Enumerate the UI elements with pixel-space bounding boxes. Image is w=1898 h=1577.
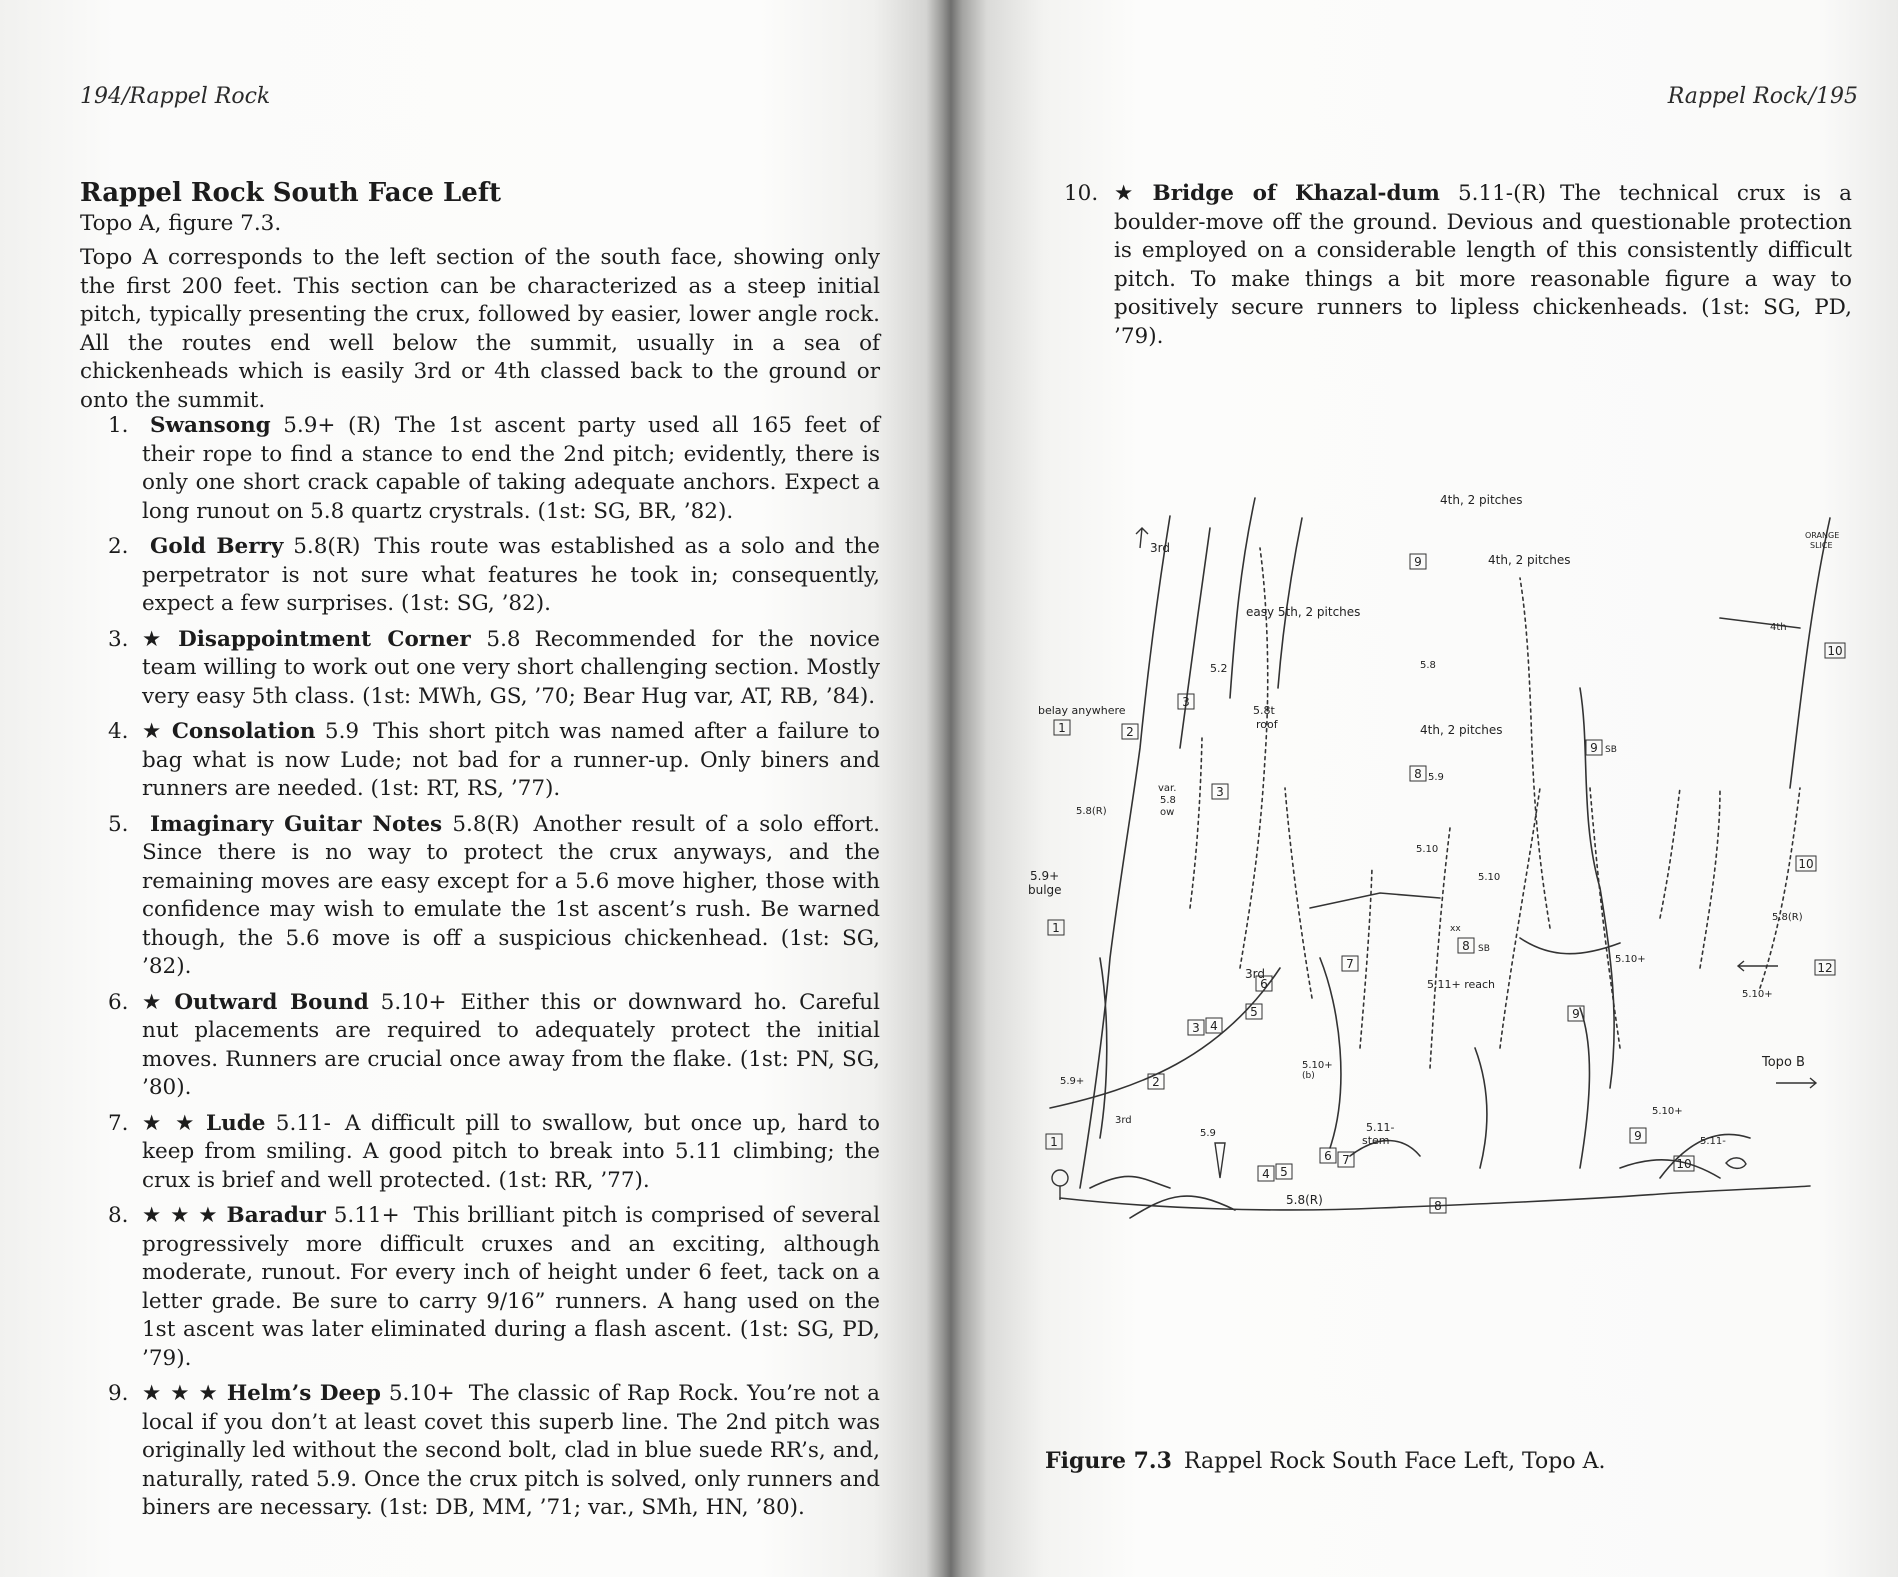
pitch-box — [1342, 956, 1358, 971]
route-number: 10. — [1064, 181, 1099, 206]
pitch-box — [1206, 1018, 1222, 1033]
label-4th-2-pitches: 4th, 2 pitches — [1420, 723, 1503, 737]
route-grade: 5.10+ — [380, 989, 447, 1015]
section-subtitle: Topo A, figure 7.3. — [80, 211, 282, 236]
svg-text:8: 8 — [1462, 939, 1470, 953]
route-grade: 5.9+ (R) — [283, 413, 381, 438]
route-grade: 5.8 — [486, 626, 521, 652]
route-description: This brilliant pitch is comprised of several progressively more difficult cruxes and an exciting, although moderate, runout. For every inch of height under 6 feet, tack on a letter grade. Be sure to carry 9/16” runners. A hang used on the 1st ascent was later eliminated during a flash ascent. (1st: SG, PD, ’79). — [142, 1203, 880, 1371]
label-grade: 5.10+ — [1742, 989, 1773, 1000]
label-grade: 5.8(R) — [1286, 1193, 1323, 1207]
route-name: Helm’s Deep — [226, 1381, 381, 1406]
svg-text:10: 10 — [1676, 1157, 1692, 1171]
route-name: Outward Bound — [174, 989, 369, 1015]
route-list-continued — [1064, 180, 1852, 351]
route-description: The technical crux is a boulder-move off the ground. Devious and questionable protection is employed on a considerable length of this consistently difficult pitch. To make things a bit more reasonable figure a way to positively secure runners to lipless chickenheads. (1st: SG, PD, ’79). — [1114, 181, 1852, 349]
pitch-box — [1630, 1128, 1646, 1143]
svg-text:12: 12 — [1817, 961, 1833, 975]
label-ow: ow — [1160, 807, 1175, 818]
svg-text:3: 3 — [1182, 695, 1190, 709]
route-stars: ★ — [142, 626, 171, 652]
route-stars: ★ ★ ★ — [142, 1381, 219, 1406]
label-grade: 5.8(R) — [1076, 806, 1107, 817]
svg-text:9: 9 — [1572, 1007, 1580, 1021]
pitch-box — [1046, 1134, 1062, 1149]
label-4th-2-pitches: 4th, 2 pitches — [1488, 553, 1571, 567]
label-belay-anywhere: belay anywhere — [1038, 704, 1126, 717]
route-name: Imaginary Guitar Notes — [150, 811, 443, 837]
label-grade: 5.8 — [1420, 660, 1436, 671]
label-grade: 5.9 — [1200, 1128, 1216, 1139]
svg-text:5: 5 — [1280, 1165, 1288, 1179]
pitch-box — [1258, 1166, 1274, 1181]
route-stars: ★ ★ — [142, 1110, 198, 1136]
route-name: Bridge of Khazal-dum — [1152, 181, 1440, 206]
svg-text:8: 8 — [1414, 767, 1422, 781]
svg-text:8: 8 — [1434, 1199, 1442, 1213]
svg-text:4: 4 — [1262, 1167, 1270, 1181]
label-grade: 5.11- — [1366, 1121, 1395, 1134]
left-running-head: 194/Rappel Rock — [80, 84, 271, 109]
route-entry — [80, 718, 880, 804]
route-entry — [80, 1202, 880, 1373]
route-stars: ★ — [1114, 181, 1145, 206]
pitch-box — [1054, 720, 1070, 735]
route-name: Lude — [205, 1110, 266, 1136]
route-entry — [1064, 180, 1852, 351]
route-entry — [80, 1380, 880, 1523]
svg-text:1: 1 — [1052, 921, 1060, 935]
route-number: 4. — [108, 719, 129, 744]
route-grade: 5.11- — [275, 1110, 331, 1136]
route-description: This short pitch was named after a failure to bag what is now Lude; not bad for a runner-up. Only biners and runners are needed. (1st: RT, RS, ’77). — [142, 719, 880, 801]
label-easy-5th: easy 5th, 2 pitches — [1246, 605, 1361, 619]
svg-text:7: 7 — [1346, 957, 1354, 971]
svg-text:1: 1 — [1058, 721, 1066, 735]
svg-text:7: 7 — [1342, 1153, 1350, 1167]
label-4th: 4th — [1770, 622, 1787, 633]
rock-outline — [1050, 498, 1833, 1218]
route-description: The classic of Rap Rock. You’re not a local if you don’t at least covet this superb line. The 2nd pitch was originally led without the second bolt, clad in blue suede RR’s, and, naturally, rated 5.9. Once the crux pitch is solved, only runners and biners are necessary. (1st: DB, MM, ’71; var., SMh, HN, ’80). — [142, 1381, 881, 1520]
route-number: 6. — [108, 989, 129, 1015]
svg-text:2: 2 — [1152, 1075, 1160, 1089]
route-number: 5. — [108, 811, 129, 837]
svg-text:1: 1 — [1050, 1135, 1058, 1149]
label-grade: 5.9+ — [1060, 1076, 1085, 1087]
route-name: Baradur — [226, 1203, 326, 1228]
svg-text:9: 9 — [1590, 741, 1598, 755]
svg-text:6: 6 — [1260, 977, 1268, 991]
route-grade: 5.10+ — [388, 1381, 455, 1406]
svg-text:6: 6 — [1324, 1149, 1332, 1163]
pitch-box — [1674, 1156, 1694, 1171]
pitch-box — [1122, 724, 1138, 739]
pitch-box — [1586, 740, 1602, 755]
label-sb: SB — [1605, 745, 1617, 755]
route-grade: 5.11+ — [333, 1203, 400, 1228]
label-sb: SB — [1478, 944, 1490, 954]
figure-number: Figure 7.3 — [1045, 1448, 1172, 1474]
route-entry — [80, 626, 880, 712]
route-description: Either this or downward ho. Careful nut placements are required to adequately protect the initial moves. Runners are crucial once away from the flake. (1st: PN, SG, ’80). — [142, 989, 881, 1100]
label-grade: 5.9+ — [1030, 869, 1060, 883]
figure-caption — [1045, 1448, 1605, 1474]
svg-text:10: 10 — [1798, 857, 1814, 871]
section-intro: Topo A corresponds to the left section of the south face, showing only the first 200 feet. This section can be characterized as a steep initial pitch, typically presenting the crux, followed by easier, lower angle rock. All the routes end well below the summit, usually in a sea of chickenheads which is easily 3rd or 4th classed back to the ground or onto the summit. — [80, 245, 880, 413]
topo-diagram — [1020, 488, 1843, 1250]
svg-text:4: 4 — [1210, 1019, 1218, 1033]
label-grade: 5.9 — [1428, 772, 1444, 783]
label-roof: roof — [1256, 718, 1278, 731]
pitch-box — [1048, 920, 1064, 935]
route-stars: ★ ★ ★ — [142, 1203, 219, 1228]
pitch-box — [1825, 643, 1845, 658]
route-description: The 1st ascent party used all 165 feet of their rope to find a stance to end the 2nd pitch; evidently, there is only one short crack capable of taking adequate anchors. Expect a long runout on 5.8 quartz crystrals. (1st: SG, BR, ’82). — [142, 413, 880, 524]
pitch-box — [1246, 1004, 1262, 1019]
route-number: 8. — [108, 1203, 129, 1228]
route-number: 9. — [108, 1381, 129, 1406]
route-description: Another result of a solo effort. Since there is no way to protect the crux anyways, and the remaining moves are easy except for a 5.6 move higher, those with confidence may wish to emulate the 1st ascent’s rush. Be warned though, the 5.6 move is off a suspicious chickenhead. (1st: SG, ’82). — [142, 811, 880, 979]
route-name: Consolation — [171, 719, 316, 744]
label-grade: 5.10 — [1478, 872, 1501, 883]
route-name: Gold Berry — [150, 534, 284, 559]
left-page — [0, 0, 940, 1577]
label-var: var. — [1158, 783, 1177, 794]
route-entry — [80, 989, 880, 1103]
pitch-box — [1276, 1164, 1292, 1179]
label-511-reach: 5.11+ reach — [1427, 978, 1496, 991]
route-description: This route was established as a solo and the perpetrator is not sure what features he took in; consequently, expect a few surprises. (1st: SG, ’82). — [142, 534, 880, 616]
route-list — [80, 412, 880, 1530]
label-stem: stem — [1362, 1134, 1390, 1147]
pitch-box — [1410, 554, 1426, 569]
label-bolt: (b) — [1302, 1071, 1315, 1081]
label-3rd: 3rd — [1150, 541, 1170, 555]
svg-text:3: 3 — [1192, 1021, 1200, 1035]
pitch-box — [1410, 766, 1426, 781]
right-running-head: Rappel Rock/195 — [1667, 84, 1858, 109]
route-number: 7. — [108, 1110, 129, 1136]
label-grade: 5.10+ — [1652, 1106, 1683, 1117]
route-grade: 5.11-(R) — [1457, 181, 1547, 206]
svg-text:3: 3 — [1216, 785, 1224, 799]
pitch-box — [1815, 960, 1835, 975]
route-grade: 5.9 — [324, 719, 360, 744]
route-number: 2. — [108, 534, 129, 559]
label-4th-2-pitches: 4th, 2 pitches — [1440, 493, 1523, 507]
route-description: Recommended for the novice team willing to work out one very short challenging section. Mostly very easy 5th class. (1st: MWh, GS, ’70; Bear Hug var, AT, RB, ’84). — [142, 626, 880, 709]
pitch-box — [1320, 1148, 1336, 1163]
svg-text:9: 9 — [1634, 1129, 1642, 1143]
label-grade: 5.8(R) — [1772, 912, 1803, 923]
label-grade: 5.8 — [1160, 795, 1176, 806]
route-stars: ★ — [142, 719, 164, 744]
route-entry — [80, 811, 880, 982]
pitch-box — [1188, 1020, 1204, 1035]
label-orange: ORANGE — [1805, 531, 1840, 540]
label-grade: 5.10+ — [1615, 954, 1646, 965]
label-grade: 5.2 — [1210, 662, 1228, 675]
route-entry — [80, 1110, 880, 1196]
label-grade: 5.8t — [1253, 704, 1275, 717]
route-grade: 5.8(R) — [293, 534, 361, 559]
label-grade: 5.10+ — [1302, 1060, 1333, 1071]
route-name: Disappointment Corner — [178, 626, 471, 652]
route-grade: 5.8(R) — [452, 811, 520, 837]
label-grade: 5.10 — [1416, 844, 1439, 855]
svg-text:5: 5 — [1250, 1005, 1258, 1019]
svg-text:2: 2 — [1126, 725, 1134, 739]
pitch-box — [1178, 694, 1194, 709]
tree-icon — [1052, 1143, 1746, 1200]
pitch-number-boxes — [1046, 554, 1845, 1213]
pitch-box — [1212, 784, 1228, 799]
route-name: Swansong — [150, 413, 271, 438]
label-bulge: bulge — [1028, 883, 1062, 897]
route-stars: ★ — [142, 989, 167, 1015]
route-number: 1. — [108, 413, 129, 438]
label-grade: 5.11- — [1700, 1136, 1726, 1147]
svg-text:9: 9 — [1414, 555, 1422, 569]
route-number: 3. — [108, 626, 129, 652]
label-slice: SLICE — [1810, 541, 1833, 550]
pitch-box — [1796, 856, 1816, 871]
figure-caption-text: Rappel Rock South Face Left, Topo A. — [1183, 1449, 1606, 1474]
label-xx: xx — [1450, 924, 1461, 934]
label-3rd: 3rd — [1115, 1115, 1132, 1126]
label-topo-b: Topo B — [1762, 1055, 1805, 1070]
route-entry — [80, 412, 880, 526]
route-entry — [80, 533, 880, 619]
pitch-box — [1458, 938, 1474, 953]
route-description: A difficult pill to swallow, but once up, hard to keep from smiling. A good pitch to break into 5.11 climbing; the crux is brief and well protected. (1st: RR, ’77). — [142, 1110, 880, 1193]
label-3rd: 3rd — [1245, 967, 1265, 981]
svg-text:10: 10 — [1827, 644, 1843, 658]
section-title: Rappel Rock South Face Left — [80, 178, 502, 208]
